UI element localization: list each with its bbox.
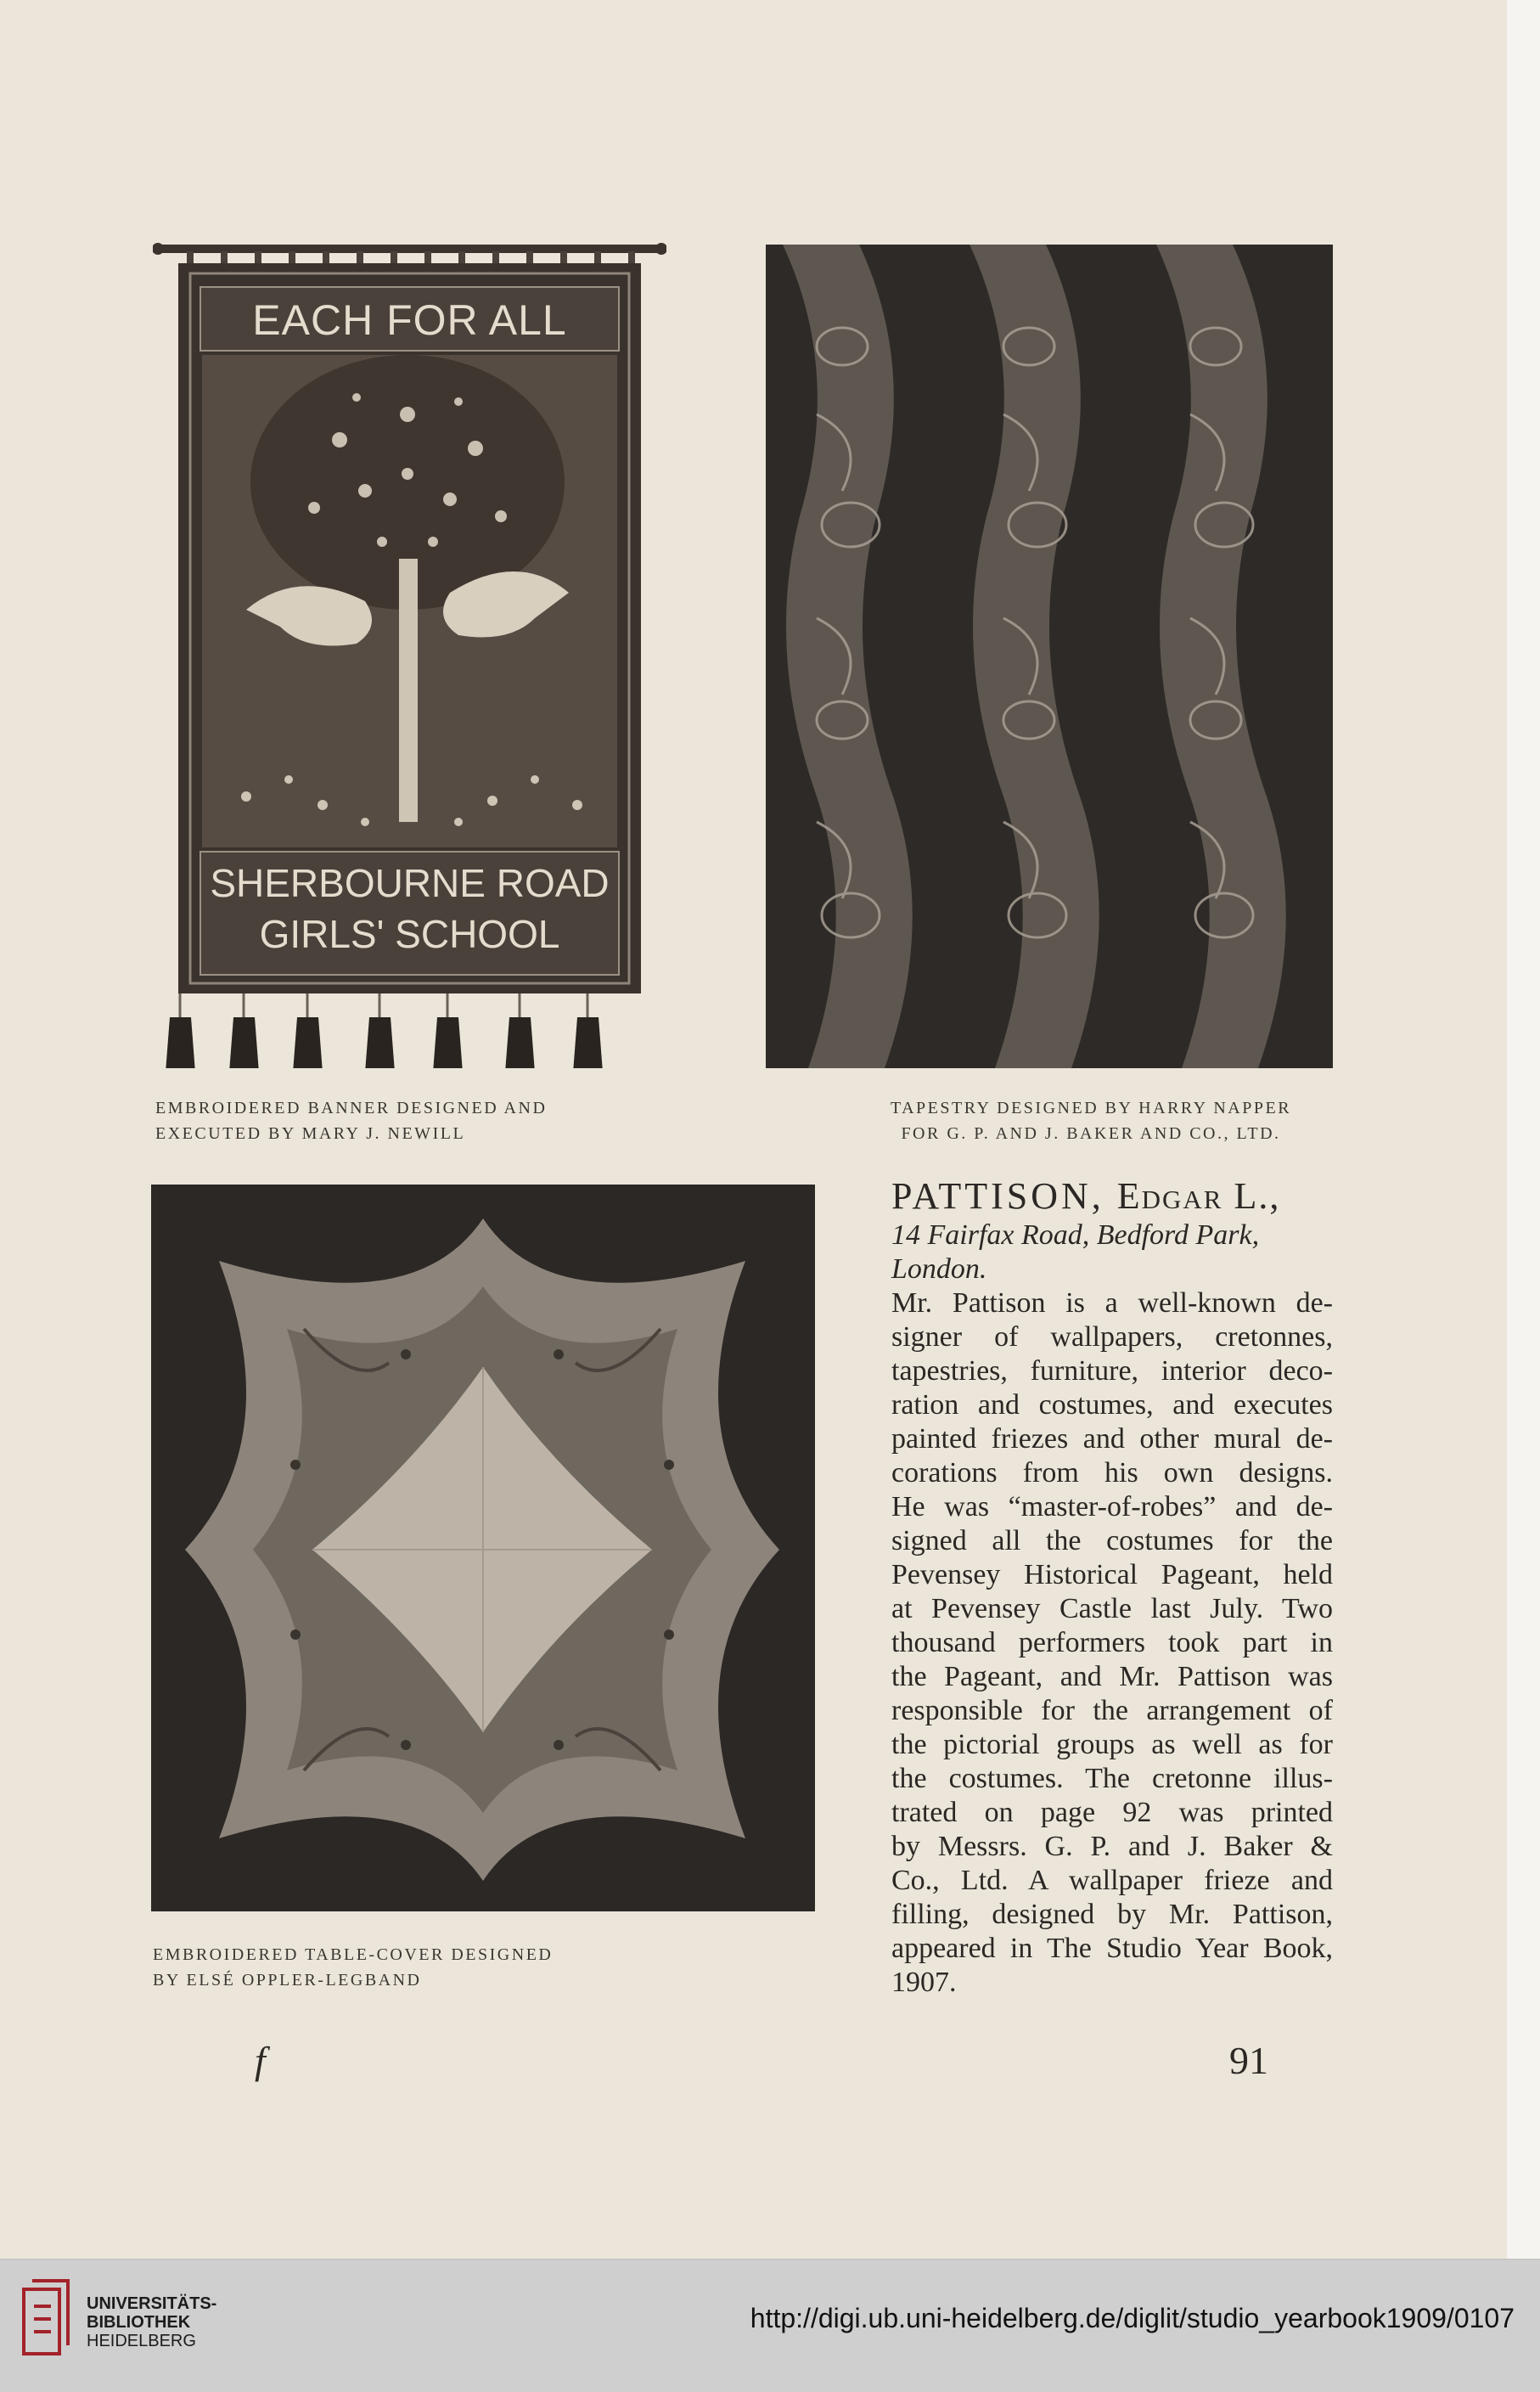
body-line: at Pevensey Castle last July. Two <box>891 1593 1333 1624</box>
source-url-link[interactable]: http://digi.ub.uni-heidelberg.de/diglit/studio_yearbook1909/0107 <box>750 2303 1515 2333</box>
body-line: filling, designed by Mr. Pattison, <box>891 1899 1333 1930</box>
body-line: He was “master-of-robes” and de- <box>891 1491 1333 1522</box>
banner-caption: EMBROIDERED BANNER DESIGNED AND EXECUTED BY MARY J. NEWILL <box>155 1099 548 1143</box>
library-name <box>87 2294 216 2350</box>
body-line: the Pageant, and Mr. Pattison was <box>891 1661 1333 1692</box>
body-line: Pevensey Historical Pageant, held <box>891 1559 1333 1590</box>
tapestry-caption: TAPESTRY DESIGNED BY HARRY NAPPER FOR G. P. AND J. BAKER AND CO., LTD. <box>890 1099 1292 1143</box>
tablecover-image <box>151 1185 815 1911</box>
signature-mark: f <box>255 2039 266 2082</box>
tablecover-plate <box>151 1185 815 1911</box>
banner-plate <box>153 236 666 1068</box>
body-line: the pictorial groups as well as for <box>891 1729 1333 1760</box>
entry-address-line2: London. <box>891 1253 987 1285</box>
body-line: painted friezes and other mural de- <box>891 1423 1333 1455</box>
entry-given-name: Edgar L., <box>1116 1175 1281 1217</box>
entry-surname: PATTISON, <box>891 1175 1104 1217</box>
body-line: Mr. Pattison is a well-known de- <box>891 1287 1333 1319</box>
library-name-line3: HEIDELBERG <box>87 2332 196 2350</box>
banner-school-line1: SHERBOURNE ROAD <box>210 861 610 905</box>
library-logo-icon <box>17 2272 73 2371</box>
body-line: signer of wallpapers, cretonnes, <box>891 1321 1333 1353</box>
page-number: 91 <box>1229 2039 1268 2082</box>
body-line: thousand performers took part in <box>891 1627 1333 1658</box>
entry-body <box>891 1286 1333 2000</box>
banner-motto: EACH FOR ALL <box>252 296 567 344</box>
body-line: corations from his own designs. <box>891 1457 1333 1489</box>
body-line: ration and costumes, and executes <box>891 1389 1333 1421</box>
body-line: the costumes. The cretonne illus- <box>891 1763 1333 1794</box>
page-edge <box>1507 0 1540 2259</box>
body-line: by Messrs. G. P. and J. Baker & <box>891 1831 1333 1862</box>
entry-heading <box>891 1174 1333 1219</box>
entry-address-line1: 14 Fairfax Road, Bedford Park, <box>891 1219 1260 1251</box>
body-line: 1907. <box>891 1967 957 1998</box>
body-line: Co., Ltd. A wallpaper frieze and <box>891 1865 1333 1896</box>
banner-school-line2: GIRLS' SCHOOL <box>259 912 560 956</box>
tapestry-plate <box>766 245 1333 1068</box>
body-line: trated on page 92 was printed <box>891 1797 1333 1828</box>
body-line: appeared in The Studio Year Book, <box>891 1933 1333 1964</box>
body-line: signed all the costumes for the <box>891 1525 1333 1556</box>
library-name-line1: UNIVERSITÄTS- <box>87 2294 217 2313</box>
tablecover-caption: EMBROIDERED TABLE-COVER DESIGNED BY ELSÉ OPPLER-LEGBAND <box>153 1945 554 1990</box>
tapestry-image <box>766 245 1333 1068</box>
article-pattison <box>891 1174 1333 2000</box>
library-name-line2: BIBLIOTHEK <box>87 2313 191 2332</box>
body-line: tapestries, furniture, interior deco- <box>891 1355 1333 1387</box>
body-line: responsible for the arrangement of <box>891 1695 1333 1726</box>
